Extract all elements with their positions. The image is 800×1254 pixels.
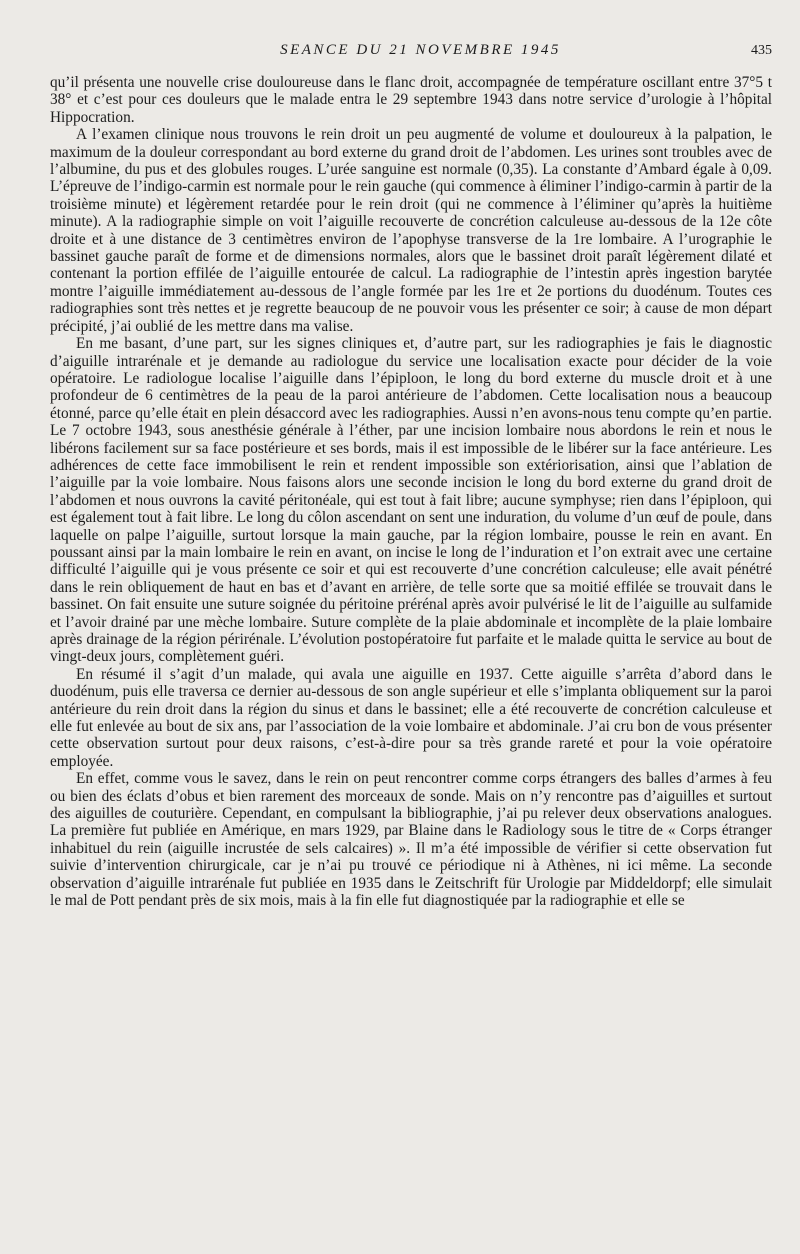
- page-header: [50, 42, 772, 74]
- paragraph: En effet, comme vous le savez, dans le rein on peut rencontrer comme corps étrangers des balles d’armes à feu ou bien des éclats d’obus et bien rarement des morceaux de sonde. Mais on n’y rencontre pas d’aiguilles et surtout des aiguilles de couturière. Cependant, en compulsant la bibliographie, j’ai pu relever deux observations analogues. La première fut publiée en Amérique, en mars 1929, par Blaine dans le Radiology sous le titre de « Corps étranger inhabituel du rein (aiguille incrustée de sels calcaires) ». Il m’a été impossible de vérifier si cette observation fut suivie d’intervention chirurgicale, car je n’ai pu trouvé ce périodique ni à Athènes, ni ici même. La seconde observation d’aiguille intrarénale fut publiée en 1935 dans le Zeitschrift für Urologie par Middeldorpf; elle simulait le mal de Pott pendant près de six mois, mais à la fin elle fut diagnostiquée par la radiographie et elle se: [50, 770, 772, 910]
- paragraph: A l’examen clinique nous trouvons le rein droit un peu augmenté de volume et douloureux à la palpation, le maximum de la douleur correspondant au bord externe du grand droit de l’abdomen. Les urines sont troubles avec de l’albumine, du pus et des globules rouges. L’urée sanguine est normale (0,35). La constante d’Ambard égale à 0,09. L’épreuve de l’indigo-carmin est normale pour le rein gauche (qui commence à éliminer l’indigo-carmin à partir de la troisième minute) et légèrement retardée pour le rein droit (qui ne commence à l’éliminer qu’après la huitième minute). A la radiographie simple on voit l’aiguille recouverte de concrétion calculeuse au-dessous de la 12e côte droite et à une distance de 3 centimètres environ de l’apophyse transverse de la 1re lombaire. A l’urographie le bassinet gauche paraît de forme et de dimensions normales, alors que le bassinet droit paraît légèrement dilaté et contenant la portion effilée de l’aiguille entourée de calcul. La radiographie de l’intestin après ingestion barytée montre l’aiguille immédiatement au-dessous de l’angle formée par les 1re et 2e portions du duodénum. Toutes ces radiographies sont très nettes et je regrette beaucoup de ne pouvoir vous les présenter ce soir; à cause de mon départ précipité, j’ai oublié de les mettre dans ma valise.: [50, 126, 772, 335]
- page-number: 435: [751, 43, 772, 58]
- article-body: [50, 74, 772, 910]
- paragraph: En me basant, d’une part, sur les signes cliniques et, d’autre part, sur les radiographies je fais le diagnostic d’aiguille intrarénale et je demande au radiologue du service une localisation exacte pour décider de la voie opératoire. Le radiologue localise l’aiguille dans l’épiploon, le long du bord externe du muscle droit et à une profondeur de 6 centimètres de la peau de la paroi antérieure de l’abdomen. Cette localisation nous a beaucoup étonné, parce qu’elle était en plein désaccord avec les radiographies. Aussi n’en avons-nous tenu compte qu’en partie. Le 7 octobre 1943, sous anesthésie générale à l’éther, par une incision lombaire nous abordons le rein et nous le libérons facilement sur sa face postérieure et ses bords, mais il est impossible de le libérer sur la face antérieure. Les adhérences de cette face immobilisent le rein et rendent impossible son extériorisation, ainsi que l’ablation de l’aiguille par la voie lombaire. Nous faisons alors une seconde incision le long du bord externe du grand droit de l’abdomen et nous ouvrons la cavité péritonéale, qui est tout à fait libre; aucune symphyse; rien dans l’épiploon, qui est également tout à fait libre. Le long du côlon ascendant on sent une induration, du volume d’un œuf de poule, dans laquelle on palpe l’aiguille, surtout lorsque la main gauche, par la région lombaire, pousse le rein en avant. En poussant ainsi par la main lombaire le rein en avant, on incise le long de l’induration et l’on extrait avec une certaine difficulté l’aiguille qui je vous présente ce soir et qui est recouverte d’une concrétion calculeuse; elle avait pénétré dans le rein obliquement de haut en bas et d’avant en arrière, de telle sorte que sa moitié effilée se trouvait dans le bassinet. On fait ensuite une suture soignée du péritoine prérénal après avoir pulvérisé le lit de l’aiguille au sulfamide et l’avoir drainé par une mèche lombaire. Suture complète de la plaie abdominale et incomplète de la plaie lombaire après drainage de la région périrénale. L’évolution postopératoire fut parfaite et le malade quitta le service au bout de vingt-deux jours, complètement guéri.: [50, 335, 772, 666]
- running-title: SEANCE DU 21 NOVEMBRE 1945: [280, 42, 561, 58]
- paragraph: En résumé il s’agit d’un malade, qui avala une aiguille en 1937. Cette aiguille s’arrêta d’abord dans le duodénum, puis elle traversa ce dernier au-dessous de son angle supérieur et elle s’implanta obliquement sur la paroi antérieure du rein droit dans la région du sinus et dans le bassinet; elle a été recouverte de concrétion calculeuse et elle fut enlevée au bout de six ans, par l’association de la voie lombaire et abdominale. J’ai cru bon de vous présenter cette observation surtout pour deux raisons, c’est-à-dire pour sa très grande rareté et pour la voie opératoire employée.: [50, 665, 772, 770]
- paragraph: qu’il présenta une nouvelle crise douloureuse dans le flanc droit, accompagnée de température oscillant entre 37°5 t 38° et c’est pour ces douleurs que le malade entra le 29 septembre 1943 dans notre service d’urologie à l’hôpital Hippocration.: [50, 74, 772, 126]
